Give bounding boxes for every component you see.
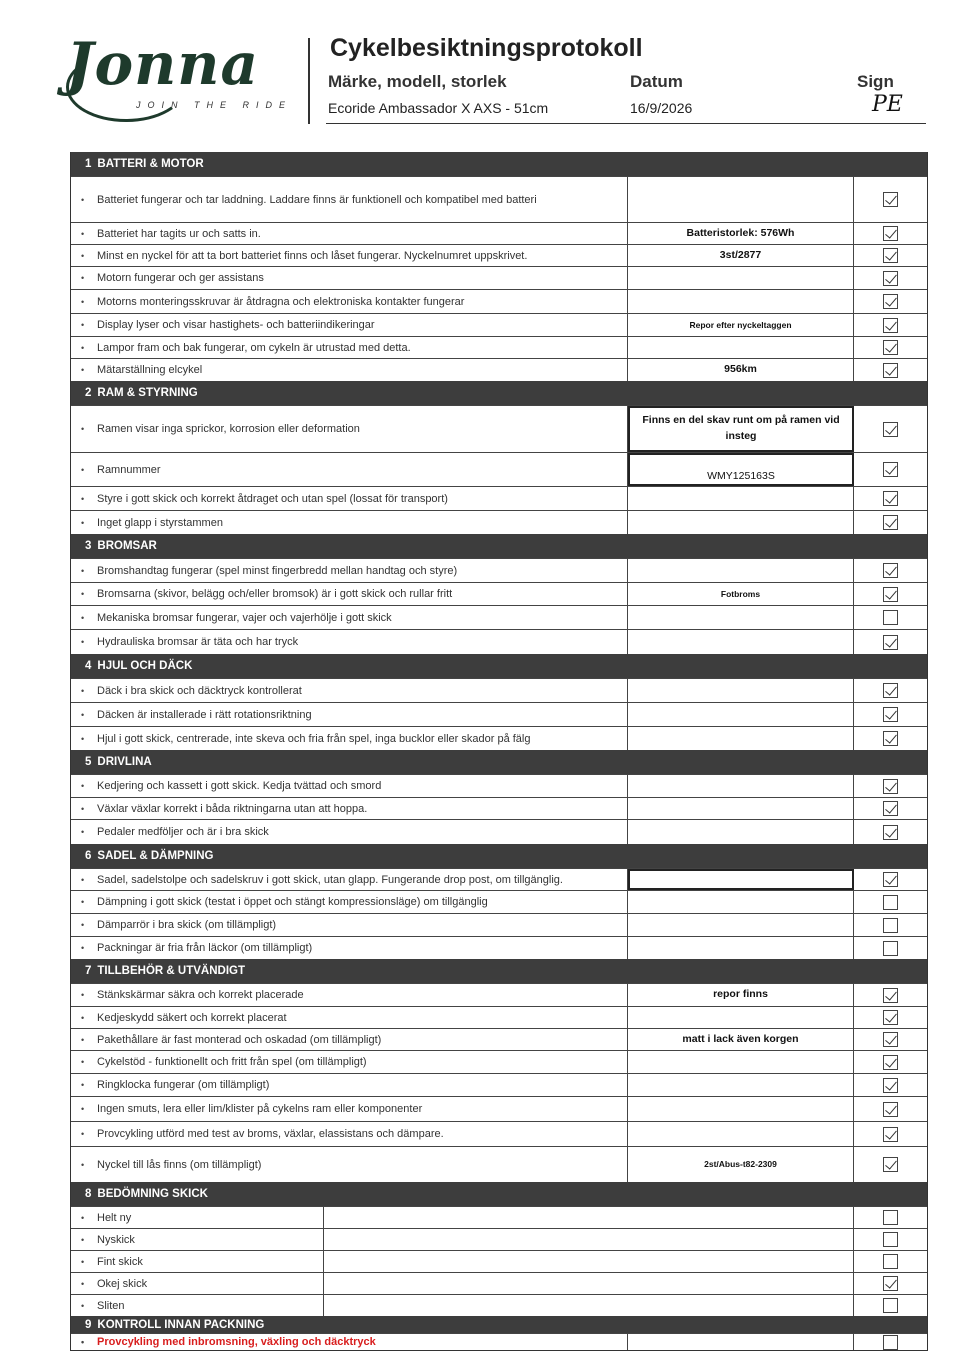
checklist-row: • Ramen visar inga sprickor, korrosion eller deformation Finns en del skav runt om på ramen vid insteg	[71, 405, 927, 452]
row-note	[628, 1122, 854, 1146]
row-note	[628, 606, 854, 629]
checkbox[interactable]	[883, 1032, 898, 1047]
checklist-row: • Hjul i gott skick, centrerade, inte skeva och fria från spel, inga bucklor eller skador på fälg	[71, 726, 927, 750]
checkbox[interactable]	[883, 941, 898, 956]
jonna-logo	[66, 30, 296, 120]
header-divider	[308, 38, 310, 124]
row-note	[628, 727, 854, 750]
checklist-row: • Dämparrör i bra skick (om tillämpligt)	[71, 913, 927, 936]
checkbox[interactable]	[883, 988, 898, 1003]
checkbox[interactable]	[883, 1210, 898, 1225]
checklist-row: • Hydrauliska bromsar är täta och har tryck	[71, 629, 927, 654]
row-note: Repor efter nyckeltaggen	[628, 314, 854, 336]
section-header: 7 TILLBEHÖR & UTVÄNDIGT	[71, 959, 927, 983]
checkbox[interactable]	[883, 1127, 898, 1142]
row-note	[628, 869, 854, 890]
row-note	[628, 775, 854, 797]
checkbox[interactable]	[883, 363, 898, 378]
row-note	[628, 798, 854, 819]
section-header: 4 HJUL OCH DÄCK	[71, 654, 927, 678]
row-note	[628, 630, 854, 654]
row-note	[628, 487, 854, 510]
row-note	[628, 937, 854, 959]
row-note	[628, 820, 854, 844]
row-note	[628, 703, 854, 726]
checklist-row: • Inget glapp i styrstammen	[71, 510, 927, 534]
checklist-row: • Pedaler medföljer och är i bra skick	[71, 819, 927, 844]
checkbox[interactable]	[883, 707, 898, 722]
section-header: 3 BROMSAR	[71, 534, 927, 558]
document-title: Cykelbesiktningsprotokoll	[330, 34, 643, 62]
checkbox[interactable]	[883, 683, 898, 698]
checklist-row: • Kedjering och kassett i gott skick. Kedja tvättad och smord	[71, 774, 927, 797]
model-value: Ecoride Ambassador X AXS - 51cm	[328, 100, 549, 116]
checklist-row: • Motorn fungerar och ger assistans	[71, 266, 927, 289]
row-note	[628, 679, 854, 702]
section-header: 5 DRIVLINA	[71, 750, 927, 774]
checkbox[interactable]	[883, 1055, 898, 1070]
logo-tagline: JOIN THE RIDE	[136, 100, 293, 110]
checklist-row: • Ingen smuts, lera eller lim/klister på cykelns ram eller komponenter	[71, 1096, 927, 1121]
row-note	[628, 290, 854, 313]
checkbox[interactable]	[883, 872, 898, 887]
checklist-row: • Display lyser och visar hastighets- och batteriindikeringar Repor efter nyckeltaggen	[71, 313, 927, 336]
checkbox[interactable]	[883, 610, 898, 625]
checklist-row: • Styre i gott skick och korrekt åtdraget och utan spel (lossat för transport)	[71, 486, 927, 510]
checkbox[interactable]	[883, 340, 898, 355]
model-label: Märke, modell, storlek	[328, 72, 507, 91]
checkbox[interactable]	[883, 462, 898, 477]
row-note	[628, 511, 854, 534]
checkbox[interactable]	[883, 801, 898, 816]
checklist-row: • Sadel, sadelstolpe och sadelskruv i gott skick, utan glapp. Fungerande drop post, om tillgänglig.	[71, 868, 927, 890]
checkbox[interactable]	[883, 192, 898, 207]
condition-row: • Sliten	[71, 1294, 927, 1316]
section-header: 1 BATTERI & MOTOR	[71, 152, 927, 176]
signature: PE	[872, 92, 903, 117]
section-header: 9 KONTROLL INNAN PACKNING	[71, 1316, 927, 1333]
row-note: 956km	[628, 359, 854, 381]
row-note	[628, 1074, 854, 1096]
row-note	[628, 1007, 854, 1028]
checklist-row: • Däcken är installerade i rätt rotationsriktning	[71, 702, 927, 726]
checkbox[interactable]	[883, 1232, 898, 1247]
checkbox[interactable]	[883, 563, 898, 578]
condition-row: • Fint skick	[71, 1250, 927, 1272]
section-header: 6 SADEL & DÄMPNING	[71, 844, 927, 868]
row-note: Finns en del skav runt om på ramen vid insteg	[628, 406, 854, 452]
checkbox[interactable]	[883, 318, 898, 333]
row-note: matt i lack även korgen	[628, 1029, 854, 1050]
checklist-row: • Mätarställning elcykel 956km	[71, 358, 927, 381]
row-note: 3st/2877	[628, 245, 854, 266]
row-note	[628, 1051, 854, 1073]
document-header	[0, 0, 960, 140]
checkbox[interactable]	[883, 226, 898, 241]
checkbox[interactable]	[883, 635, 898, 650]
checkbox[interactable]	[883, 918, 898, 933]
checklist-row: • Kedjeskydd säkert och korrekt placerat	[71, 1006, 927, 1028]
checklist-row: • Lampor fram och bak fungerar, om cykeln är utrustad med detta.	[71, 336, 927, 358]
checklist-row: • Packningar är fria från läckor (om tillämpligt)	[71, 936, 927, 959]
checkbox[interactable]	[883, 271, 898, 286]
checkbox[interactable]	[883, 1298, 898, 1313]
row-note	[628, 559, 854, 582]
date-value: 16/9/2026	[630, 100, 693, 116]
checkbox[interactable]	[883, 1010, 898, 1025]
header-underline	[326, 123, 926, 124]
checklist-row: • Stänkskärmar säkra och korrekt placerade repor finns	[71, 983, 927, 1006]
checkbox[interactable]	[883, 587, 898, 602]
checklist-row: • Bromshandtag fungerar (spel minst fingerbredd mellan handtag och styre)	[71, 558, 927, 582]
checklist-row: • Provcykling utförd med test av broms, växlar, elassistans och dämpare.	[71, 1121, 927, 1146]
checklist-row: • Provcykling med inbromsning, växling och däcktryck	[71, 1333, 927, 1350]
checklist-row: • Batteriet fungerar och tar laddning. Laddare finns är funktionell och kompatibel med batteri	[71, 176, 927, 222]
row-note	[628, 177, 854, 222]
inspection-form	[70, 152, 928, 1351]
row-note	[628, 891, 854, 913]
row-note: Batteristorlek: 576Wh	[628, 223, 854, 244]
condition-row: • Helt ny	[71, 1206, 927, 1228]
row-note	[628, 1097, 854, 1121]
row-note	[628, 267, 854, 289]
row-note: Fotbroms	[628, 583, 854, 605]
condition-row: • Nyskick	[71, 1228, 927, 1250]
checklist-row: • Ringklocka fungerar (om tillämpligt)	[71, 1073, 927, 1096]
checklist-row: • Minst en nyckel för att ta bort batteriet finns och låset fungerar. Nyckelnumret uppskrivet. 3st/2877	[71, 244, 927, 266]
row-note: repor finns	[628, 984, 854, 1006]
row-note: 2st/Abus-t82-2309	[628, 1147, 854, 1182]
row-note	[628, 337, 854, 358]
checkbox[interactable]	[883, 825, 898, 840]
checklist-row: • Batteriet har tagits ur och satts in. Batteristorlek: 576Wh	[71, 222, 927, 244]
checklist-row: • Mekaniska bromsar fungerar, vajer och vajerhölje i gott skick	[71, 605, 927, 629]
logo-wordmark: Jonna	[66, 30, 260, 98]
checkbox[interactable]	[883, 895, 898, 910]
checkbox[interactable]	[883, 491, 898, 506]
checkbox[interactable]	[883, 515, 898, 530]
checklist-row: • Ramnummer WMY125163S	[71, 452, 927, 486]
checklist-row: • Pakethållare är fast monterad och oskadad (om tillämpligt) matt i lack även korgen	[71, 1028, 927, 1050]
row-note	[628, 1334, 854, 1350]
section-header: 8 BEDÖMNING SKICK	[71, 1182, 927, 1206]
date-label: Datum	[630, 72, 683, 91]
checklist-row: • Cykelstöd - funktionellt och fritt från spel (om tillämpligt)	[71, 1050, 927, 1073]
checklist-row: • Motorns monteringsskruvar är åtdragna och elektroniska kontakter fungerar	[71, 289, 927, 313]
checklist-row: • Dämpning i gott skick (testat i öppet och stängt kompressionsläge) om tillgänglig	[71, 890, 927, 913]
checklist-row: • Bromsarna (skivor, belägg och/eller bromsok) är i gott skick och rullar fritt Fotbroms	[71, 582, 927, 605]
section-header: 2 RAM & STYRNING	[71, 381, 927, 405]
checkbox[interactable]	[883, 1254, 898, 1269]
checkbox[interactable]	[883, 1078, 898, 1093]
condition-row: • Okej skick	[71, 1272, 927, 1294]
sign-label: Sign	[857, 72, 894, 91]
checklist-row: • Däck i bra skick och däcktryck kontrollerat	[71, 678, 927, 702]
checklist-row: • Växlar växlar korrekt i båda riktningarna utan att hoppa.	[71, 797, 927, 819]
checkbox[interactable]	[883, 1335, 898, 1350]
checkbox[interactable]	[883, 1276, 898, 1291]
row-note	[628, 914, 854, 936]
checkbox[interactable]	[883, 779, 898, 794]
checkbox[interactable]	[883, 248, 898, 263]
checkbox[interactable]	[883, 1102, 898, 1117]
checkbox[interactable]	[883, 1157, 898, 1172]
checkbox[interactable]	[883, 731, 898, 746]
row-note: WMY125163S	[628, 453, 854, 486]
checklist-row: • Nyckel till lås finns (om tillämpligt) 2st/Abus-t82-2309	[71, 1146, 927, 1182]
checkbox[interactable]	[883, 294, 898, 309]
checkbox[interactable]	[883, 422, 898, 437]
